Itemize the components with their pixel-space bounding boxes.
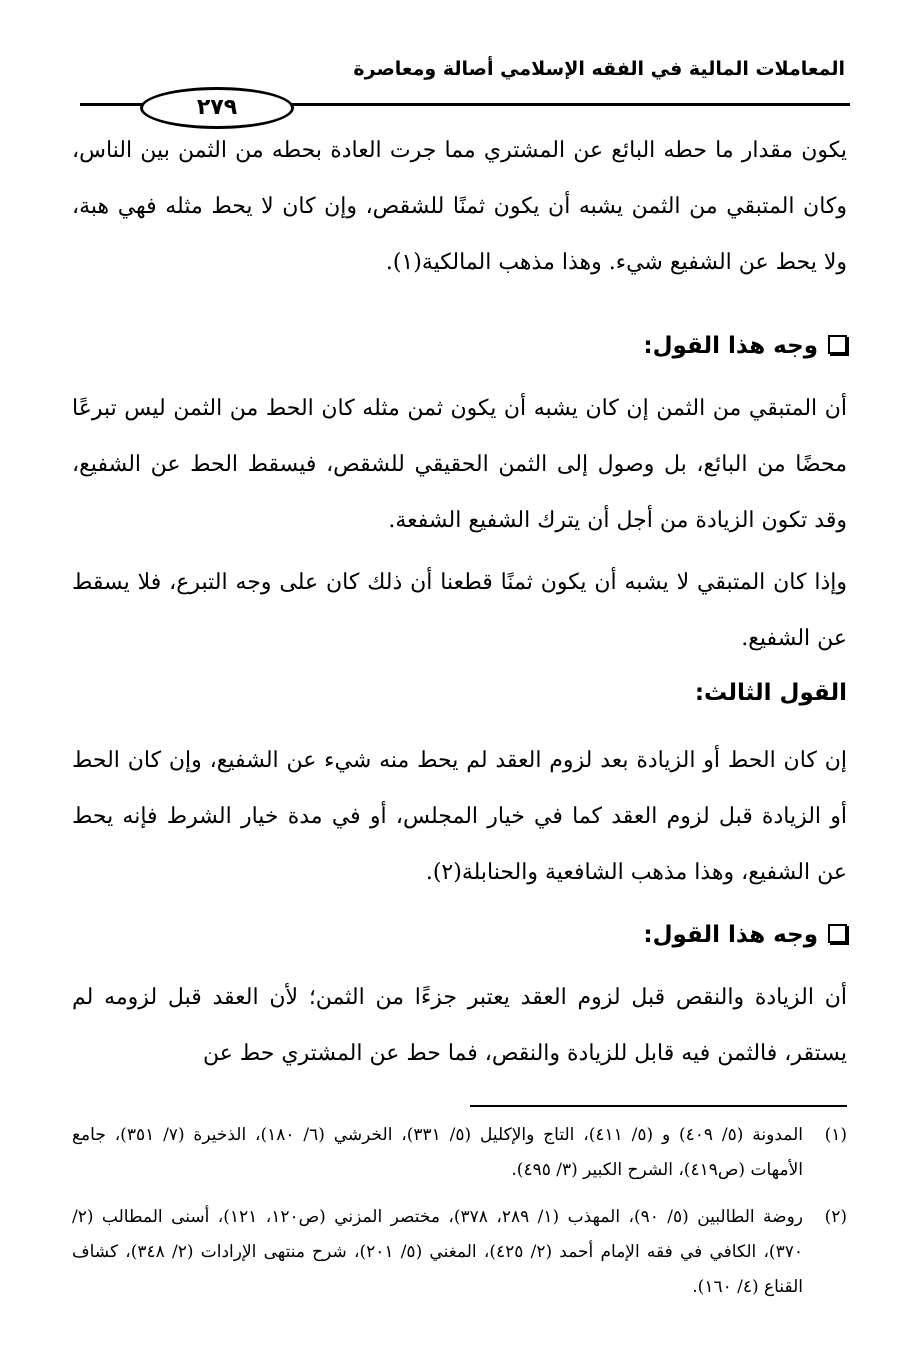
- footnote-2: [72, 1200, 847, 1305]
- footnote-number: (٢): [824, 1207, 847, 1227]
- paragraph-intro: يكون مقدار ما حطه البائع عن المشتري مما جرت العادة بحطه من الثمن بين الناس، وكان المتبقي من الثمن يشبه أن يكون ثمنًا للشقص، وإن كان لا يحط مثله فهي هبة، ولا يحط عن الشفيع شيء. وهذا مذهب المالكية(١).: [72, 138, 847, 275]
- heading-text: القول الثالث:: [694, 680, 847, 706]
- running-header-title: المعاملات المالية في الفقه الإسلامي أصالة ومعاصرة: [353, 58, 845, 80]
- footnote-rule: [470, 1105, 847, 1107]
- header-rule: [80, 95, 850, 120]
- heading-text: وجه هذا القول:: [643, 333, 818, 359]
- heading-evidence-1: [72, 333, 847, 359]
- footnote-1: [72, 1118, 847, 1188]
- heading-text: وجه هذا القول:: [643, 922, 818, 948]
- footnote-number: (١): [824, 1125, 847, 1145]
- checkbox-bullet-icon: [828, 924, 847, 943]
- paragraph-third-opinion: إن كان الحط أو الزيادة بعد لزوم العقد لم يحط منه شيء عن الشفيع، وإن كان الحط أو الزيادة قبل لزوم العقد كما في خيار المجلس، أو في مدة خيار الشرط فإنه يحط عن الشفيع، وهذا مذهب الشافعية والحنابلة(٢).: [72, 748, 847, 885]
- heading-third-opinion: [72, 680, 847, 706]
- paragraph-evidence-2: أن الزيادة والنقص قبل لزوم العقد يعتبر جزءًا من الثمن؛ لأن العقد قبل لزومه لم يستقر، فالثمن فيه قابل للزيادة والنقص، فما حط عن المشتري حط عن: [72, 985, 847, 1066]
- footnote-text: المدونة (٥/ ٤٠٩) و (٥/ ٤١١)، التاج والإكليل (٥/ ٣٣١)، الخرشي (٦/ ١٨٠)، الذخيرة (٧/ ٣٥١)، جامع الأمهات (ص٤١٩)، الشرح الكبير (٣/ ٤٩٥).: [72, 1125, 803, 1180]
- page-number: ٢٧٩: [140, 87, 294, 129]
- paragraph-evidence-1: أن المتبقي من الثمن إن كان يشبه أن يكون ثمن مثله كان الحط من الثمن ليس تبرعًا محضًا من البائع، بل وصول إلى الثمن الحقيقي للشقص، فيسقط الحط عن الشفيع، وقد تكون الزيادة من أجل أن يترك الشفيع الشفعة.: [72, 396, 847, 533]
- checkbox-bullet-icon: [828, 335, 847, 354]
- heading-evidence-2: [72, 922, 847, 948]
- paragraph-evidence-1-cont: وإذا كان المتبقي لا يشبه أن يكون ثمنًا قطعنا أن ذلك كان على وجه التبرع، فلا يسقط عن الشفيع.: [72, 570, 847, 651]
- footnote-text: روضة الطالبين (٥/ ٩٠)، المهذب (١/ ٢٨٩، ٣٧٨)، مختصر المزني (ص١٢٠، ١٢١)، أسنى المطالب (٢/ ٣٧٠)، الكافي في فقه الإمام أحمد (٢/ ٤٢٥)، المغني (٥/ ٢٠١)، شرح منتهى الإرادات (٢/ ٣٤٨)، كشاف القناع (٤/ ١٦٠).: [72, 1207, 803, 1297]
